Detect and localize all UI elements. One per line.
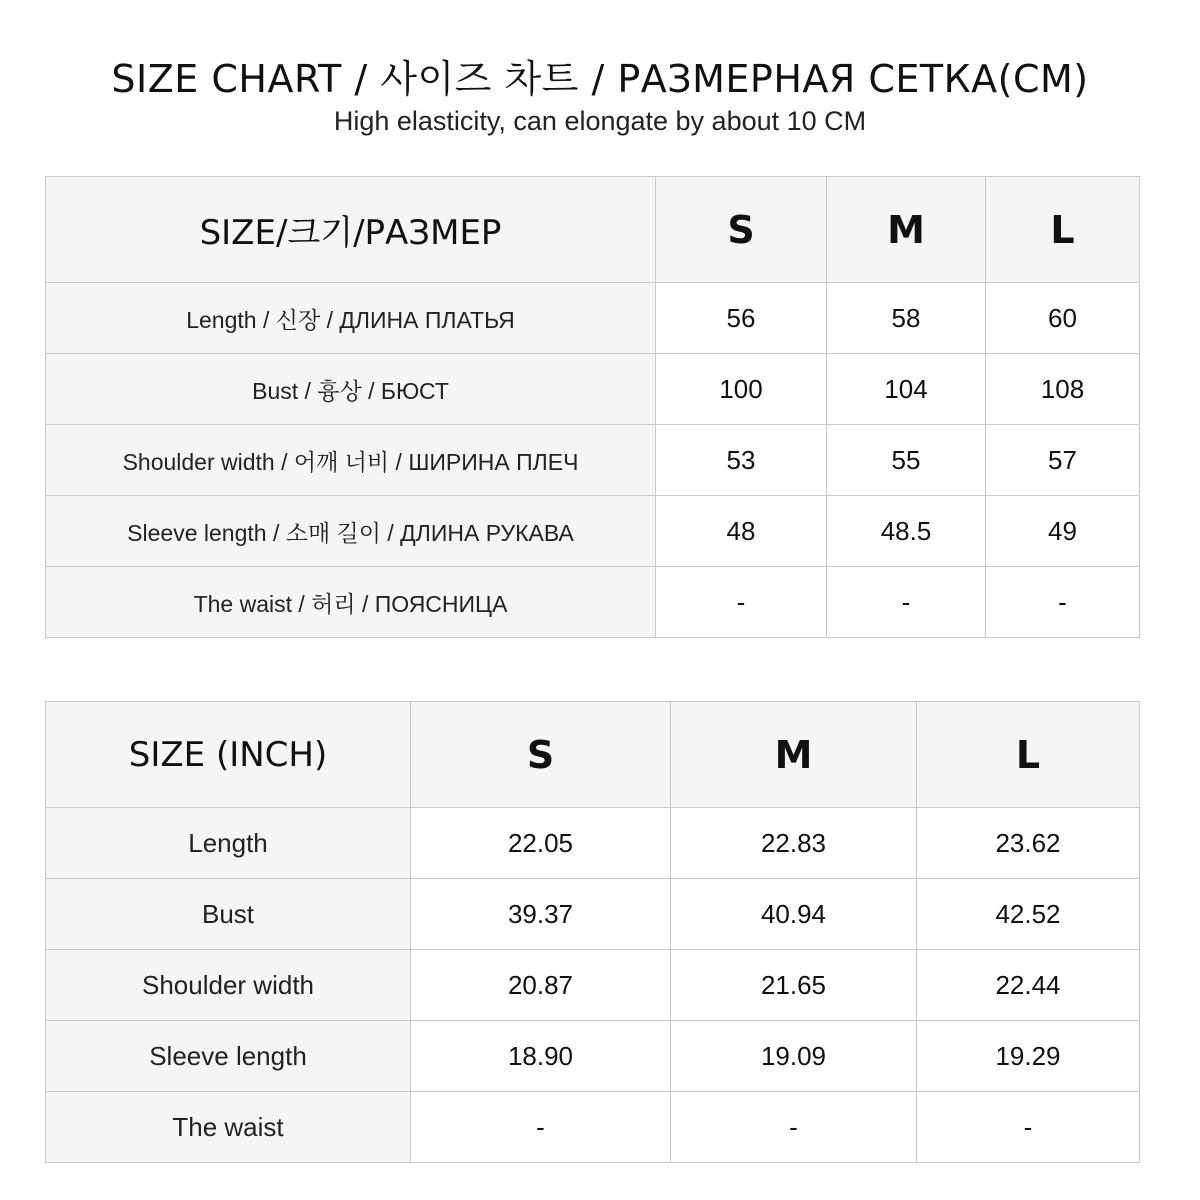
table-header-label: SIZE/크기/РАЗМЕР <box>46 177 656 283</box>
table-cell: 22.44 <box>917 950 1140 1021</box>
table-cell: 100 <box>656 354 827 425</box>
table-cell: 22.83 <box>671 808 917 879</box>
row-label-length: Length / 신장 / ДЛИНА ПЛАТЬЯ <box>46 283 656 354</box>
size-header-m: M <box>671 702 917 808</box>
table-cell: 55 <box>827 425 986 496</box>
row-label-waist: The waist / 허리 / ПОЯСНИЦА <box>46 567 656 638</box>
row-label-waist: The waist <box>46 1092 411 1163</box>
table-cell: 18.90 <box>411 1021 671 1092</box>
table-row <box>46 567 1140 638</box>
table-row <box>46 283 1140 354</box>
row-label-bust: Bust <box>46 879 411 950</box>
table-cell: 23.62 <box>917 808 1140 879</box>
table-cell: - <box>986 567 1140 638</box>
table-cell: 53 <box>656 425 827 496</box>
table-cell: 39.37 <box>411 879 671 950</box>
row-label-bust: Bust / 흉상 / БЮСТ <box>46 354 656 425</box>
row-label-shoulder-width: Shoulder width / 어깨 너비 / ШИРИНА ПЛЕЧ <box>46 425 656 496</box>
table-row <box>46 950 1140 1021</box>
table-cell: - <box>411 1092 671 1163</box>
table-header-row <box>46 702 1140 808</box>
table-cell: - <box>917 1092 1140 1163</box>
table-row <box>46 1021 1140 1092</box>
size-header-l: L <box>986 177 1140 283</box>
table-cell: 21.65 <box>671 950 917 1021</box>
table-cell: 56 <box>656 283 827 354</box>
table-header-row <box>46 177 1140 283</box>
table-row <box>46 879 1140 950</box>
row-label-sleeve-length: Sleeve length / 소매 길이 / ДЛИНА РУКАВА <box>46 496 656 567</box>
table-cell: 19.09 <box>671 1021 917 1092</box>
size-header-s: S <box>411 702 671 808</box>
row-label-shoulder-width: Shoulder width <box>46 950 411 1021</box>
size-table-cm <box>45 176 1140 638</box>
table-cell: 60 <box>986 283 1140 354</box>
chart-title: SIZE CHART / 사이즈 차트 / РАЗМЕРНАЯ СЕТКА(CM) <box>111 57 1089 101</box>
table-header-label: SIZE (INCH) <box>46 702 411 808</box>
table-cell: - <box>671 1092 917 1163</box>
table-cell: 42.52 <box>917 879 1140 950</box>
table-cell: - <box>656 567 827 638</box>
table-cell: 104 <box>827 354 986 425</box>
table-row <box>46 496 1140 567</box>
table-cell: - <box>827 567 986 638</box>
table-cell: 48.5 <box>827 496 986 567</box>
row-label-length: Length <box>46 808 411 879</box>
table-cell: 22.05 <box>411 808 671 879</box>
table-row <box>46 354 1140 425</box>
row-label-sleeve-length: Sleeve length <box>46 1021 411 1092</box>
table-row <box>46 1092 1140 1163</box>
table-cell: 48 <box>656 496 827 567</box>
size-header-s: S <box>656 177 827 283</box>
table-cell: 20.87 <box>411 950 671 1021</box>
table-cell: 19.29 <box>917 1021 1140 1092</box>
chart-subtitle: High elasticity, can elongate by about 10 CM <box>333 106 867 136</box>
table-cell: 57 <box>986 425 1140 496</box>
size-table-inch <box>45 701 1140 1163</box>
size-header-l: L <box>917 702 1140 808</box>
table-cell: 40.94 <box>671 879 917 950</box>
table-cell: 58 <box>827 283 986 354</box>
size-header-m: M <box>827 177 986 283</box>
table-row <box>46 425 1140 496</box>
table-cell: 49 <box>986 496 1140 567</box>
table-row <box>46 808 1140 879</box>
table-cell: 108 <box>986 354 1140 425</box>
